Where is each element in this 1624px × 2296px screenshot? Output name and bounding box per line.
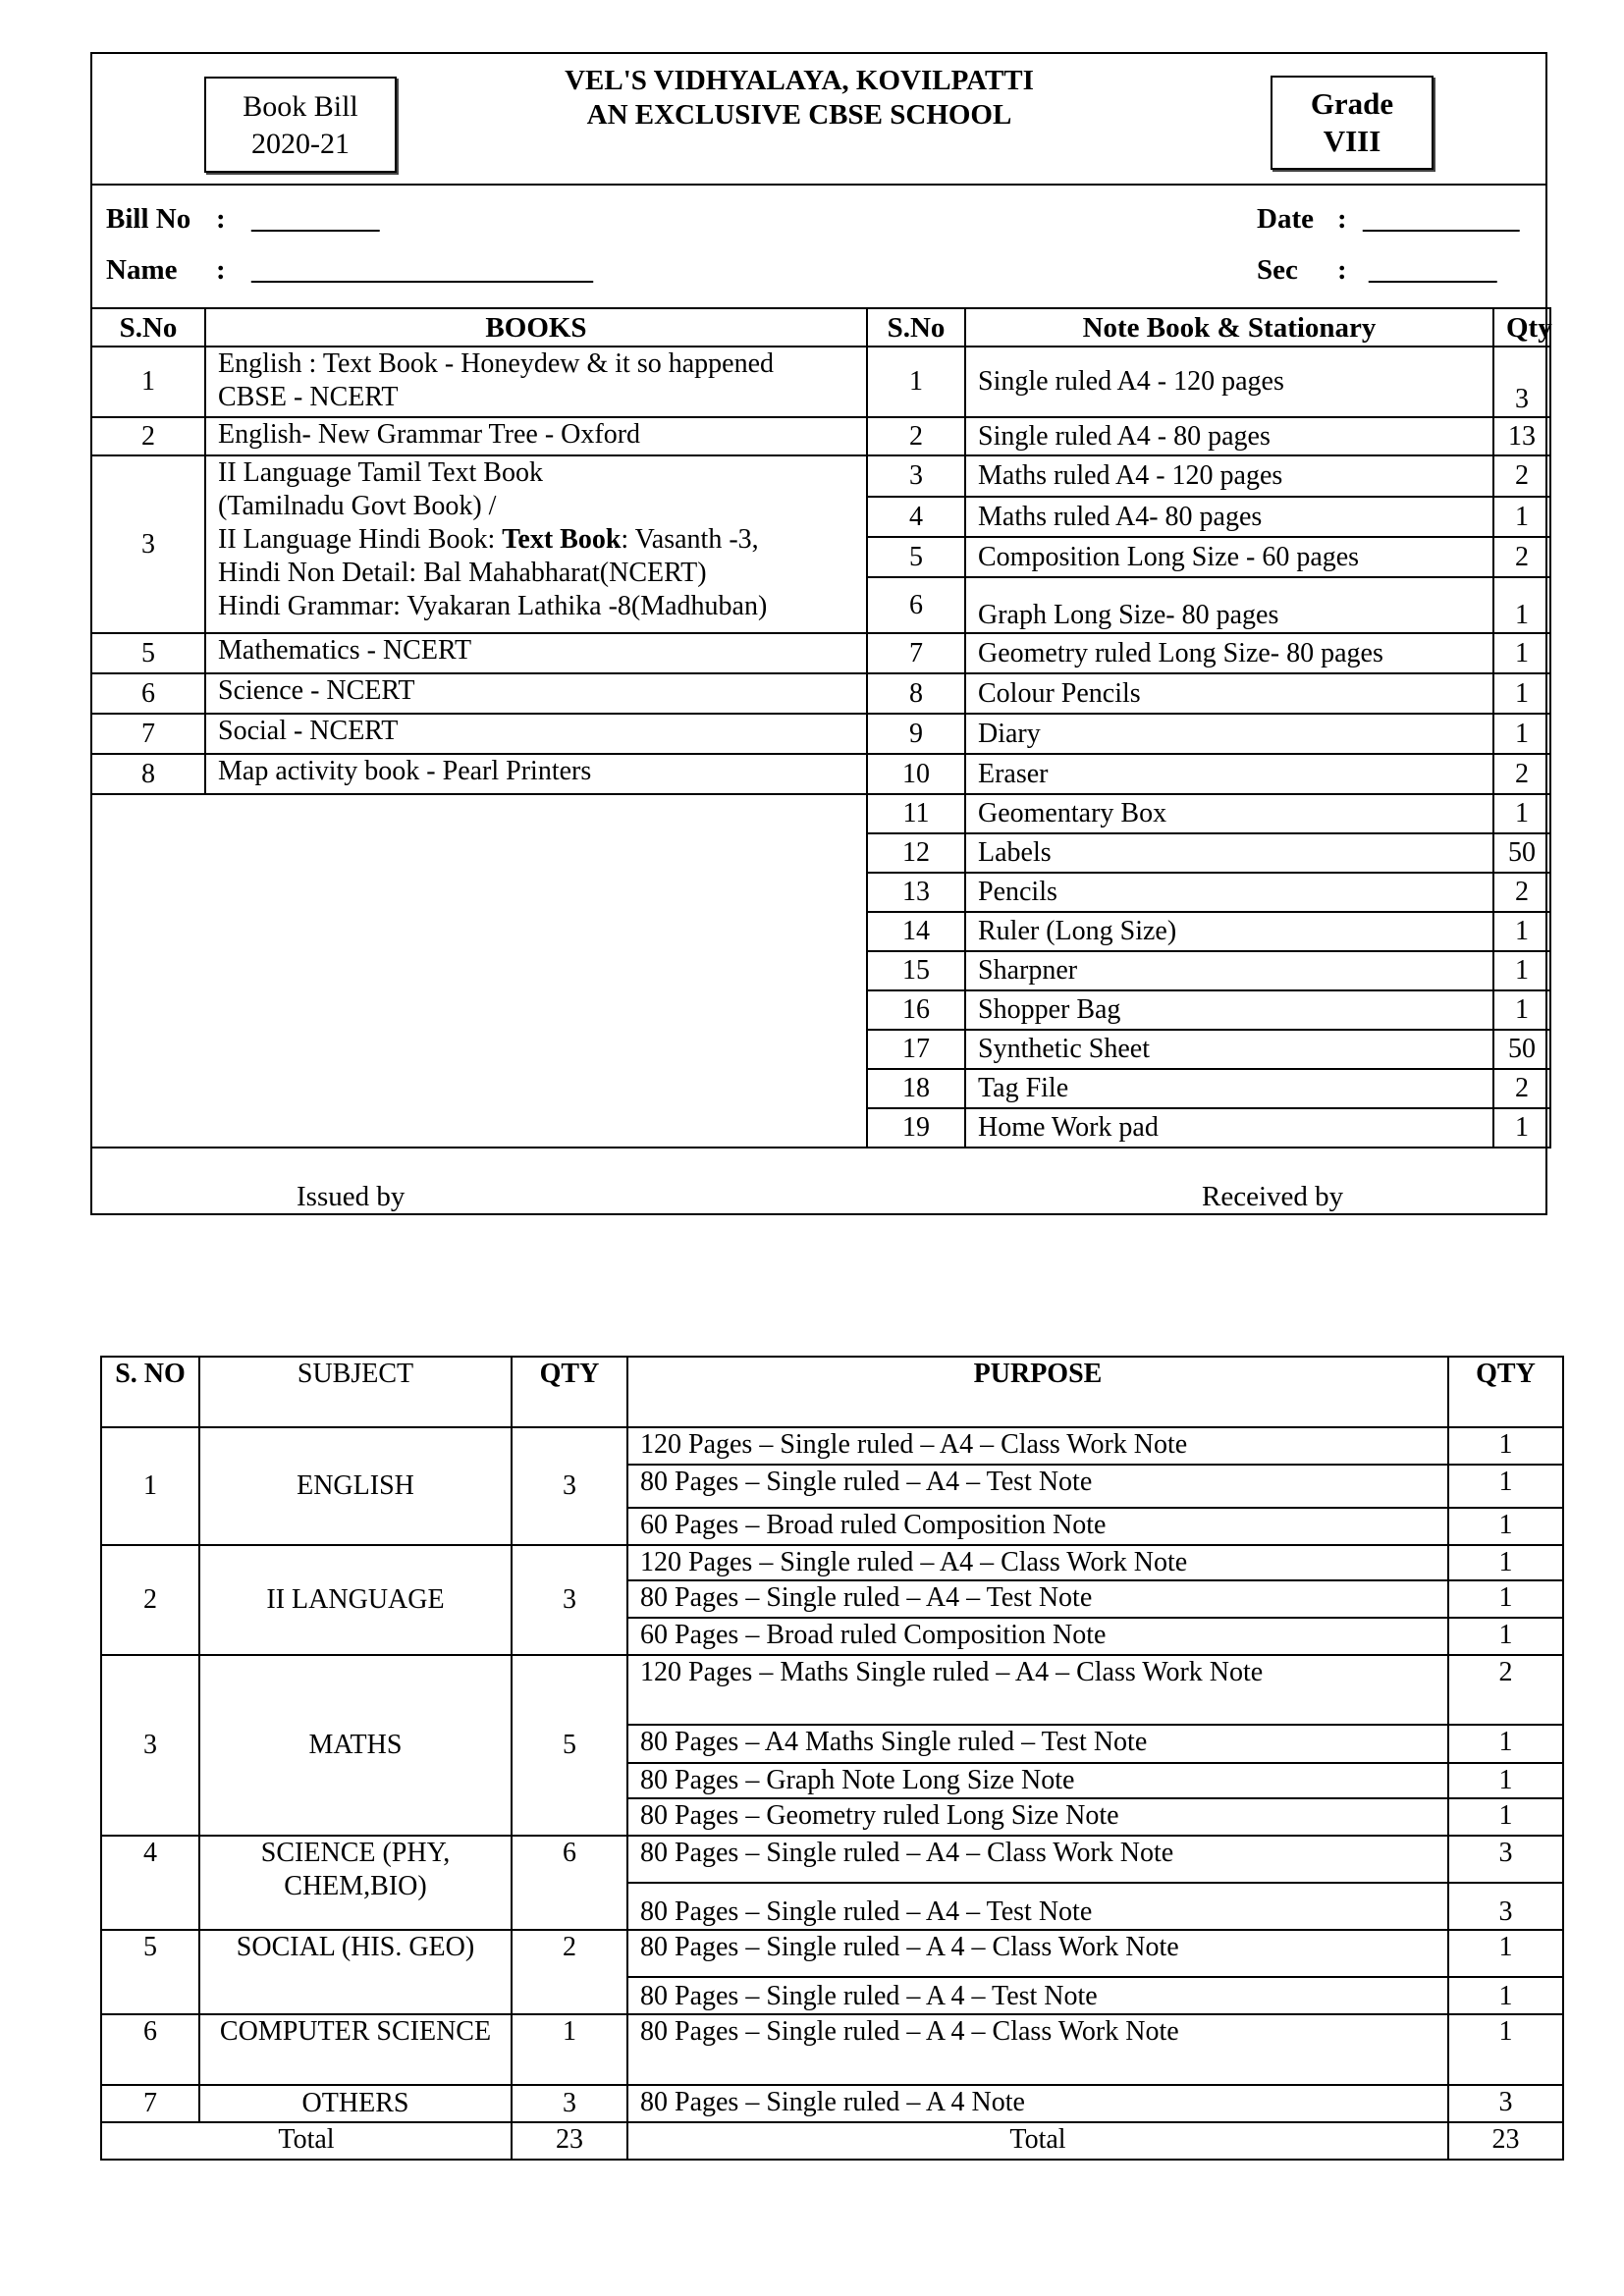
book-sno: 5 [91, 633, 205, 673]
stationery-qty: 1 [1493, 912, 1550, 951]
stationery-sno: 9 [867, 714, 965, 754]
purpose-text: 80 Pages – A4 Maths Single ruled – Test Note [627, 1725, 1448, 1763]
stationery-qty: 1 [1493, 497, 1550, 537]
book-bill-label: Book Bill [243, 90, 358, 123]
total-purpose-qty: 23 [1448, 2122, 1563, 2160]
stationery-sno: 12 [867, 833, 965, 873]
subject-qty: 6 [512, 1836, 627, 1930]
line-text: English- New Grammar Tree - Oxford [218, 419, 641, 450]
stationery-qty: 13 [1493, 417, 1550, 455]
bill-no-label: Bill No [106, 203, 191, 235]
purpose-qty: 3 [1448, 1836, 1563, 1883]
table-row [91, 455, 1550, 497]
line-bold: Text Book [502, 524, 622, 555]
stationery-item: Home Work pad [965, 1108, 1493, 1148]
empty-cell [91, 794, 867, 1148]
table-row [91, 794, 1550, 833]
stationery-qty: 1 [1493, 714, 1550, 754]
column-header: PURPOSE [627, 1357, 1448, 1427]
table-row [101, 1930, 1563, 1977]
table-row [91, 673, 1550, 714]
stationery-item: Colour Pencils [965, 673, 1493, 714]
stationery-qty: 1 [1493, 577, 1550, 633]
subject-sno: 2 [101, 1545, 199, 1655]
subject-sno: 7 [101, 2085, 199, 2122]
book-title [205, 754, 867, 794]
subject-qty: 3 [512, 1427, 627, 1545]
column-header: S.No [91, 308, 205, 347]
signature-row [92, 1141, 1545, 1213]
stationery-item: Maths ruled A4- 80 pages [965, 497, 1493, 537]
column-header: S.No [867, 308, 965, 347]
stationery-sno: 6 [867, 577, 965, 633]
total-label: Total [627, 2122, 1448, 2160]
table-row [101, 2085, 1563, 2122]
line-text: Hindi Non Detail: Bal Mahabharat(NCERT) [218, 558, 707, 588]
name-field[interactable]: ________________________ [251, 254, 593, 286]
stationery-item: Synthetic Sheet [965, 1030, 1493, 1069]
stationery-sno: 16 [867, 990, 965, 1030]
subject-sno: 4 [101, 1836, 199, 1930]
stationery-qty: 1 [1493, 633, 1550, 673]
stationery-sno: 19 [867, 1108, 965, 1148]
stationery-item: Tag File [965, 1069, 1493, 1108]
grade-badge [1271, 76, 1434, 170]
table-row [101, 1427, 1563, 1465]
header-row [101, 1357, 1563, 1427]
subject-sno: 6 [101, 2014, 199, 2085]
school-name: VEL'S VIDHYALAYA, KOVILPATTI [565, 65, 1034, 96]
book-sno: 6 [91, 673, 205, 714]
purpose-qty: 1 [1448, 1763, 1563, 1798]
stationery-sno: 5 [867, 537, 965, 577]
purpose-text: 80 Pages – Single ruled – A 4 Note [627, 2085, 1448, 2122]
subject-subject: II LANGUAGE [199, 1545, 512, 1655]
purpose-qty: 2 [1448, 1655, 1563, 1725]
stationery-item: Geomentary Box [965, 794, 1493, 833]
stationery-item: Composition Long Size - 60 pages [965, 537, 1493, 577]
purpose-qty: 1 [1448, 1618, 1563, 1655]
stationery-sno: 18 [867, 1069, 965, 1108]
stationery-sno: 1 [867, 347, 965, 417]
table-row [91, 417, 1550, 455]
stationery-qty: 2 [1493, 455, 1550, 497]
subject-sno: 5 [101, 1930, 199, 2014]
subject-qty: 3 [512, 2085, 627, 2122]
stationery-qty: 2 [1493, 537, 1550, 577]
colon: : [1337, 254, 1347, 286]
table-row [91, 754, 1550, 794]
stationery-item: Shopper Bag [965, 990, 1493, 1030]
school-heading [465, 64, 1133, 133]
subject-subject: SCIENCE (PHY, CHEM,BIO) [199, 1836, 512, 1930]
stationery-sno: 8 [867, 673, 965, 714]
stationery-sno: 2 [867, 417, 965, 455]
stationery-item: Diary [965, 714, 1493, 754]
stationery-qty: 50 [1493, 833, 1550, 873]
line-text: CBSE - NCERT [218, 382, 399, 412]
book-title [205, 347, 867, 417]
stationery-qty: 50 [1493, 1030, 1550, 1069]
book-title [205, 673, 867, 714]
grade-label: Grade [1310, 86, 1394, 121]
line-text: : Vasanth -3, [621, 524, 759, 555]
total-label: Total [101, 2122, 512, 2160]
colon: : [1337, 203, 1347, 235]
book-title [205, 633, 867, 673]
book-line [218, 755, 854, 788]
book-sno: 8 [91, 754, 205, 794]
stationery-item: Single ruled A4 - 120 pages [965, 347, 1493, 417]
stationery-item: Ruler (Long Size) [965, 912, 1493, 951]
stationery-sno: 14 [867, 912, 965, 951]
column-header: Qty [1493, 308, 1550, 347]
stationery-sno: 15 [867, 951, 965, 990]
book-sno: 3 [91, 455, 205, 633]
purpose-qty: 1 [1448, 1465, 1563, 1508]
subject-subject: SOCIAL (HIS. GEO) [199, 1930, 512, 2014]
table-row [91, 714, 1550, 754]
received-by-label: Received by [1202, 1181, 1344, 1212]
stationery-item: Single ruled A4 - 80 pages [965, 417, 1493, 455]
column-header: Note Book & Stationary [965, 308, 1493, 347]
total-row [101, 2122, 1563, 2160]
book-sno: 1 [91, 347, 205, 417]
book-title [205, 417, 867, 455]
year-label: 2020-21 [251, 128, 350, 160]
stationery-qty: 3 [1493, 347, 1550, 417]
stationery-sno: 13 [867, 873, 965, 912]
purpose-qty: 1 [1448, 1977, 1563, 2014]
purpose-text: 80 Pages – Single ruled – A 4 – Class Work Note [627, 1930, 1448, 1977]
purpose-text: 80 Pages – Single ruled – A4 – Class Work Note [627, 1836, 1448, 1883]
stationery-sno: 4 [867, 497, 965, 537]
stationery-item: Graph Long Size- 80 pages [965, 577, 1493, 633]
purpose-text: 60 Pages – Broad ruled Composition Note [627, 1618, 1448, 1655]
date-field[interactable]: ___________ [1363, 203, 1520, 235]
book-line [218, 347, 854, 381]
stationery-qty: 1 [1493, 673, 1550, 714]
stationery-qty: 1 [1493, 990, 1550, 1030]
book-line [218, 715, 854, 748]
book-line [218, 674, 854, 708]
column-header: QTY [512, 1357, 627, 1427]
purpose-text: 80 Pages – Geometry ruled Long Size Note [627, 1798, 1448, 1836]
school-tagline: AN EXCLUSIVE CBSE SCHOOL [586, 99, 1012, 131]
line-text: Mathematics - NCERT [218, 635, 472, 666]
stationery-item: Sharpner [965, 951, 1493, 990]
purpose-text: 120 Pages – Single ruled – A4 – Class Work Note [627, 1545, 1448, 1580]
purpose-qty: 1 [1448, 1427, 1563, 1465]
bill-no-field[interactable]: _________ [251, 203, 380, 235]
purpose-text: 120 Pages – Single ruled – A4 – Class Work Note [627, 1427, 1448, 1465]
purpose-text: 80 Pages – Single ruled – A4 – Test Note [627, 1465, 1448, 1508]
purpose-qty: 1 [1448, 1725, 1563, 1763]
purpose-text: 80 Pages – Single ruled – A 4 – Test Note [627, 1977, 1448, 2014]
purpose-text: 80 Pages – Single ruled – A 4 – Class Work Note [627, 2014, 1448, 2085]
book-line [218, 381, 854, 414]
stationery-qty: 1 [1493, 951, 1550, 990]
stationery-item: Eraser [965, 754, 1493, 794]
column-header: QTY [1448, 1357, 1563, 1427]
subject-sno: 3 [101, 1655, 199, 1836]
line-text: Science - NCERT [218, 675, 415, 706]
stationery-item: Pencils [965, 873, 1493, 912]
book-title [205, 455, 867, 633]
stationery-sno: 11 [867, 794, 965, 833]
book-line [218, 590, 854, 623]
table-row [101, 1836, 1563, 1883]
subject-subject: COMPUTER SCIENCE [199, 2014, 512, 2085]
purpose-text: 80 Pages – Single ruled – A4 – Test Note [627, 1580, 1448, 1618]
stationery-qty: 1 [1493, 794, 1550, 833]
line-text: (Tamilnadu Govt Book) / [218, 491, 497, 521]
column-header: S. NO [101, 1357, 199, 1427]
column-header: SUBJECT [199, 1357, 512, 1427]
purpose-qty: 1 [1448, 1580, 1563, 1618]
name-label: Name [106, 254, 178, 286]
subject-sno: 1 [101, 1427, 199, 1545]
subject-qty: 2 [512, 1930, 627, 2014]
table-row [91, 633, 1550, 673]
book-line [218, 418, 854, 452]
stationery-sno: 3 [867, 455, 965, 497]
colon: : [216, 203, 226, 235]
book-line [218, 634, 854, 667]
date-label: Date [1257, 203, 1314, 235]
total-subject-qty: 23 [512, 2122, 627, 2160]
stationery-item: Maths ruled A4 - 120 pages [965, 455, 1493, 497]
subject-qty: 5 [512, 1655, 627, 1836]
header-row [91, 308, 1550, 347]
grade-value: VIII [1323, 124, 1381, 158]
issued-by-label: Issued by [297, 1181, 406, 1212]
table-row [101, 2014, 1563, 2085]
book-sno: 2 [91, 417, 205, 455]
line-text: Hindi Grammar: Vyakaran Lathika -8(Madhuban) [218, 591, 768, 621]
subject-subject: ENGLISH [199, 1427, 512, 1545]
books-table [90, 307, 1551, 1148]
table-row [101, 1655, 1563, 1725]
purpose-qty: 1 [1448, 1930, 1563, 1977]
line-text: II Language Hindi Book: [218, 524, 503, 555]
purpose-text: 60 Pages – Broad ruled Composition Note [627, 1508, 1448, 1545]
purpose-qty: 1 [1448, 1508, 1563, 1545]
purpose-qty: 1 [1448, 1545, 1563, 1580]
notebook-purpose-table [100, 1356, 1564, 2161]
purpose-text: 80 Pages – Graph Note Long Size Note [627, 1763, 1448, 1798]
stationery-qty: 2 [1493, 1069, 1550, 1108]
line-text: Social - NCERT [218, 716, 399, 746]
subject-qty: 1 [512, 2014, 627, 2085]
line-text: Map activity book - Pearl Printers [218, 756, 592, 786]
purpose-qty: 1 [1448, 1798, 1563, 1836]
stationery-sno: 7 [867, 633, 965, 673]
stationery-qty: 2 [1493, 873, 1550, 912]
sec-field[interactable]: _________ [1369, 254, 1497, 286]
book-line [218, 557, 854, 590]
subject-subject: MATHS [199, 1655, 512, 1836]
sec-label: Sec [1257, 254, 1298, 286]
stationery-sno: 17 [867, 1030, 965, 1069]
book-sno: 7 [91, 714, 205, 754]
purpose-text: 120 Pages – Maths Single ruled – A4 – Class Work Note [627, 1655, 1448, 1725]
subject-subject: OTHERS [199, 2085, 512, 2122]
book-bill-badge [204, 77, 397, 173]
book-line [218, 456, 854, 490]
form-header [92, 54, 1545, 186]
table-row [91, 347, 1550, 417]
colon: : [216, 254, 226, 286]
stationery-item: Geometry ruled Long Size- 80 pages [965, 633, 1493, 673]
line-text: English : Text Book - Honeydew & it so happened [218, 348, 775, 379]
purpose-qty: 3 [1448, 2085, 1563, 2122]
book-title [205, 714, 867, 754]
table-row [101, 1545, 1563, 1580]
line-text: II Language Tamil Text Book [218, 457, 543, 488]
book-line [218, 490, 854, 523]
purpose-qty: 1 [1448, 2014, 1563, 2085]
purpose-text: 80 Pages – Single ruled – A4 – Test Note [627, 1883, 1448, 1930]
stationery-qty: 1 [1493, 1108, 1550, 1148]
stationery-item: Labels [965, 833, 1493, 873]
stationery-sno: 10 [867, 754, 965, 794]
subject-qty: 3 [512, 1545, 627, 1655]
purpose-qty: 3 [1448, 1883, 1563, 1930]
column-header: BOOKS [205, 308, 867, 347]
bill-info [92, 186, 1545, 309]
book-line [218, 523, 854, 557]
stationery-qty: 2 [1493, 754, 1550, 794]
book-bill-form [90, 52, 1552, 1215]
